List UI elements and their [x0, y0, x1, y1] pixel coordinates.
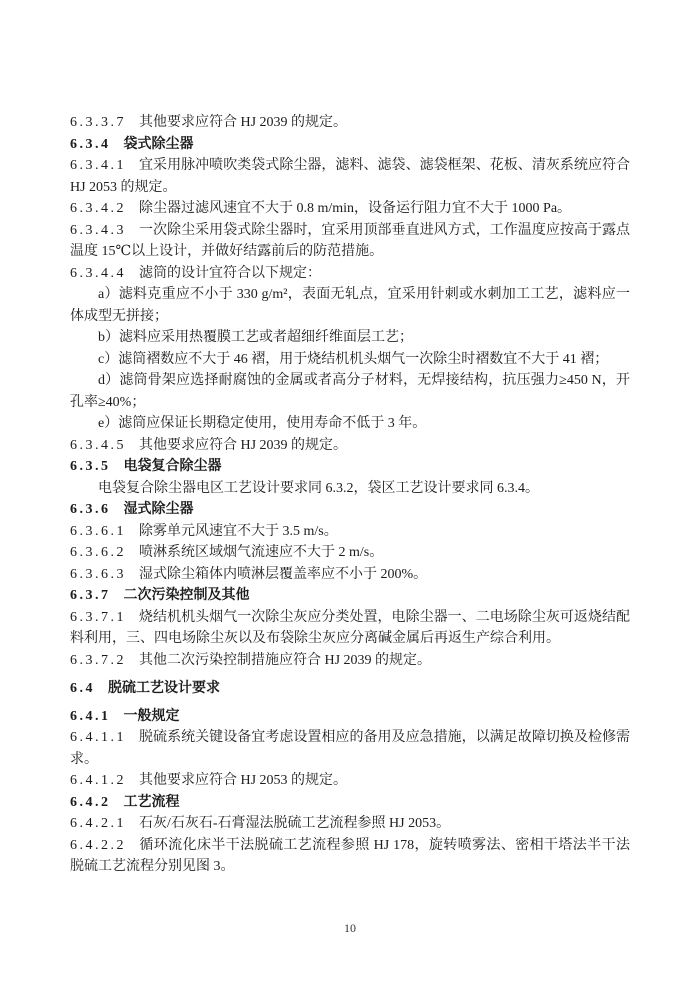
clause-number: 6.4	[70, 681, 95, 696]
clause-text: 宜采用脉冲喷吹类袋式除尘器，滤料、滤袋、滤袋框架、花板、清灰系统应符合 HJ 2053 的规定。	[70, 158, 630, 195]
list-item-e	[70, 413, 630, 435]
heading-text: 电袋复合除尘器	[123, 459, 222, 474]
heading-6-3-5	[70, 456, 630, 478]
clause-number: 6.3.4.5	[70, 437, 126, 453]
heading-text: 工艺流程	[123, 794, 180, 810]
clause-text: 湿式除尘箱体内喷淋层覆盖率应不小于 200%。	[139, 566, 428, 582]
clause-6-3-6-2	[70, 542, 630, 564]
clause-text: 石灰/石灰石-石膏湿法脱硫工艺流程参照 HJ 2053。	[139, 816, 451, 831]
list-item-text: e）滤筒应保证长期稳定使用，使用寿命不低于 3 年。	[98, 416, 427, 431]
clause-6-3-4-2	[70, 198, 630, 220]
clause-6-3-6-3	[70, 564, 630, 586]
heading-6-3-7	[70, 585, 630, 607]
clause-number: 6.3.6.1	[70, 523, 126, 539]
clause-number: 6.3.6.2	[70, 545, 126, 560]
clause-number: 6.3.4.3	[70, 222, 126, 238]
clause-6-3-4-4	[70, 263, 630, 285]
clause-text: 除尘器过滤风速宜不大于 0.8 m/min，设备运行阻力宜不大于 1000 Pa。	[139, 201, 572, 216]
clause-text: 喷淋系统区域烟气流速应不大于 2 m/s。	[139, 545, 384, 560]
list-item-text: d）滤筒骨架应选择耐腐蚀的金属或者高分子材料，无焊接结构，抗压强力≥450 N，开孔率≥40%；	[70, 373, 630, 410]
clause-text: 循环流化床半干法脱硫工艺流程参照 HJ 178，旋转喷雾法、密相干塔法半干法脱硫工艺流程分别见图 3。	[70, 837, 630, 874]
clause-text: 其他要求应符合 HJ 2039 的规定。	[139, 115, 348, 130]
heading-text: 袋式除尘器	[123, 136, 194, 152]
clause-number: 6.4.2.2	[70, 837, 126, 853]
clause-6-4-2-1	[70, 813, 630, 835]
clause-text: 其他要求应符合 HJ 2039 的规定。	[139, 437, 348, 453]
list-item-a	[70, 284, 630, 327]
clause-text: 烧结机机头烟气一次除尘灰应分类处置，电除尘器一、二电场除尘灰可返烧结配料利用，三、四电场除尘灰以及布袋除尘灰应分离碱金属后再返生产综合利用。	[70, 609, 630, 646]
clause-number: 6.3.5	[70, 459, 111, 474]
clause-number: 6.3.7.1	[70, 609, 126, 625]
clause-number: 6.3.4.4	[70, 265, 126, 281]
list-item-d	[70, 370, 630, 413]
clause-number: 6.4.1	[70, 708, 111, 724]
clause-6-3-4-5	[70, 435, 630, 457]
clause-number: 6.4.2.1	[70, 816, 126, 831]
clause-number: 6.4.1.2	[70, 773, 126, 788]
clause-number: 6.3.4.2	[70, 201, 126, 216]
clause-number: 6.4.2	[70, 794, 111, 810]
heading-6-4-1	[70, 706, 630, 728]
heading-6-3-4	[70, 134, 630, 156]
heading-6-4-2	[70, 792, 630, 814]
clause-6-3-6-1	[70, 521, 630, 543]
clause-text: 脱硫系统关键设备宜考虑设置相应的备用及应急措施，以满足故障切换及检修需求。	[70, 730, 630, 767]
clause-6-4-2-2	[70, 835, 630, 878]
clause-number: 6.3.6	[70, 502, 111, 517]
clause-6-3-7-1	[70, 607, 630, 650]
list-item-c	[70, 349, 630, 371]
heading-text: 一般规定	[123, 708, 180, 724]
clause-6-4-1-1	[70, 727, 630, 770]
clause-number: 6.3.4	[70, 136, 111, 152]
clause-number: 6.3.4.1	[70, 158, 126, 173]
clause-text: 除雾单元风速宜不大于 3.5 m/s。	[139, 523, 338, 539]
clause-text: 其他二次污染控制措施应符合 HJ 2039 的规定。	[139, 652, 432, 668]
heading-text: 湿式除尘器	[123, 502, 194, 517]
list-item-text: a）滤料克重应不小于 330 g/m²，表面无轧点，宜采用针刺或水刺加工工艺，滤料应一体成型无拼接；	[70, 287, 630, 324]
heading-6-3-6	[70, 499, 630, 521]
clause-number: 6.3.6.3	[70, 566, 126, 582]
clause-text: 其他要求应符合 HJ 2053 的规定。	[139, 773, 348, 788]
clause-6-3-4-3	[70, 220, 630, 263]
heading-6-4	[70, 678, 630, 700]
document-body	[70, 112, 630, 878]
clause-number: 6.3.7	[70, 588, 111, 603]
clause-number: 6.3.7.2	[70, 652, 126, 668]
clause-6-3-5-body	[70, 478, 630, 500]
list-item-text: b）滤料应采用热覆膜工艺或者超细纤维面层工艺；	[98, 330, 413, 345]
clause-6-3-7-2	[70, 650, 630, 672]
clause-6-3-4-1	[70, 155, 630, 198]
heading-text: 脱硫工艺设计要求	[108, 681, 220, 696]
clause-6-4-1-2	[70, 770, 630, 792]
clause-6-3-3-7	[70, 112, 630, 134]
page-number: 10	[344, 921, 356, 935]
clause-text: 电袋复合除尘器电区工艺设计要求同 6.3.2，袋区工艺设计要求同 6.3.4。	[98, 480, 539, 496]
clause-number: 6.4.1.1	[70, 730, 126, 745]
clause-number: 6.3.3.7	[70, 115, 126, 130]
list-item-text: c）滤筒褶数应不大于 46 褶，用于烧结机机头烟气一次除尘时褶数宜不大于 41 褶；	[98, 351, 609, 367]
heading-text: 二次污染控制及其他	[123, 588, 250, 603]
clause-text: 一次除尘采用袋式除尘器时，宜采用顶部垂直进风方式，工作温度应按高于露点温度 15℃以上设计，并做好结露前后的防范措施。	[70, 222, 630, 259]
list-item-b	[70, 327, 630, 349]
clause-text: 滤筒的设计宜符合以下规定：	[139, 265, 321, 281]
